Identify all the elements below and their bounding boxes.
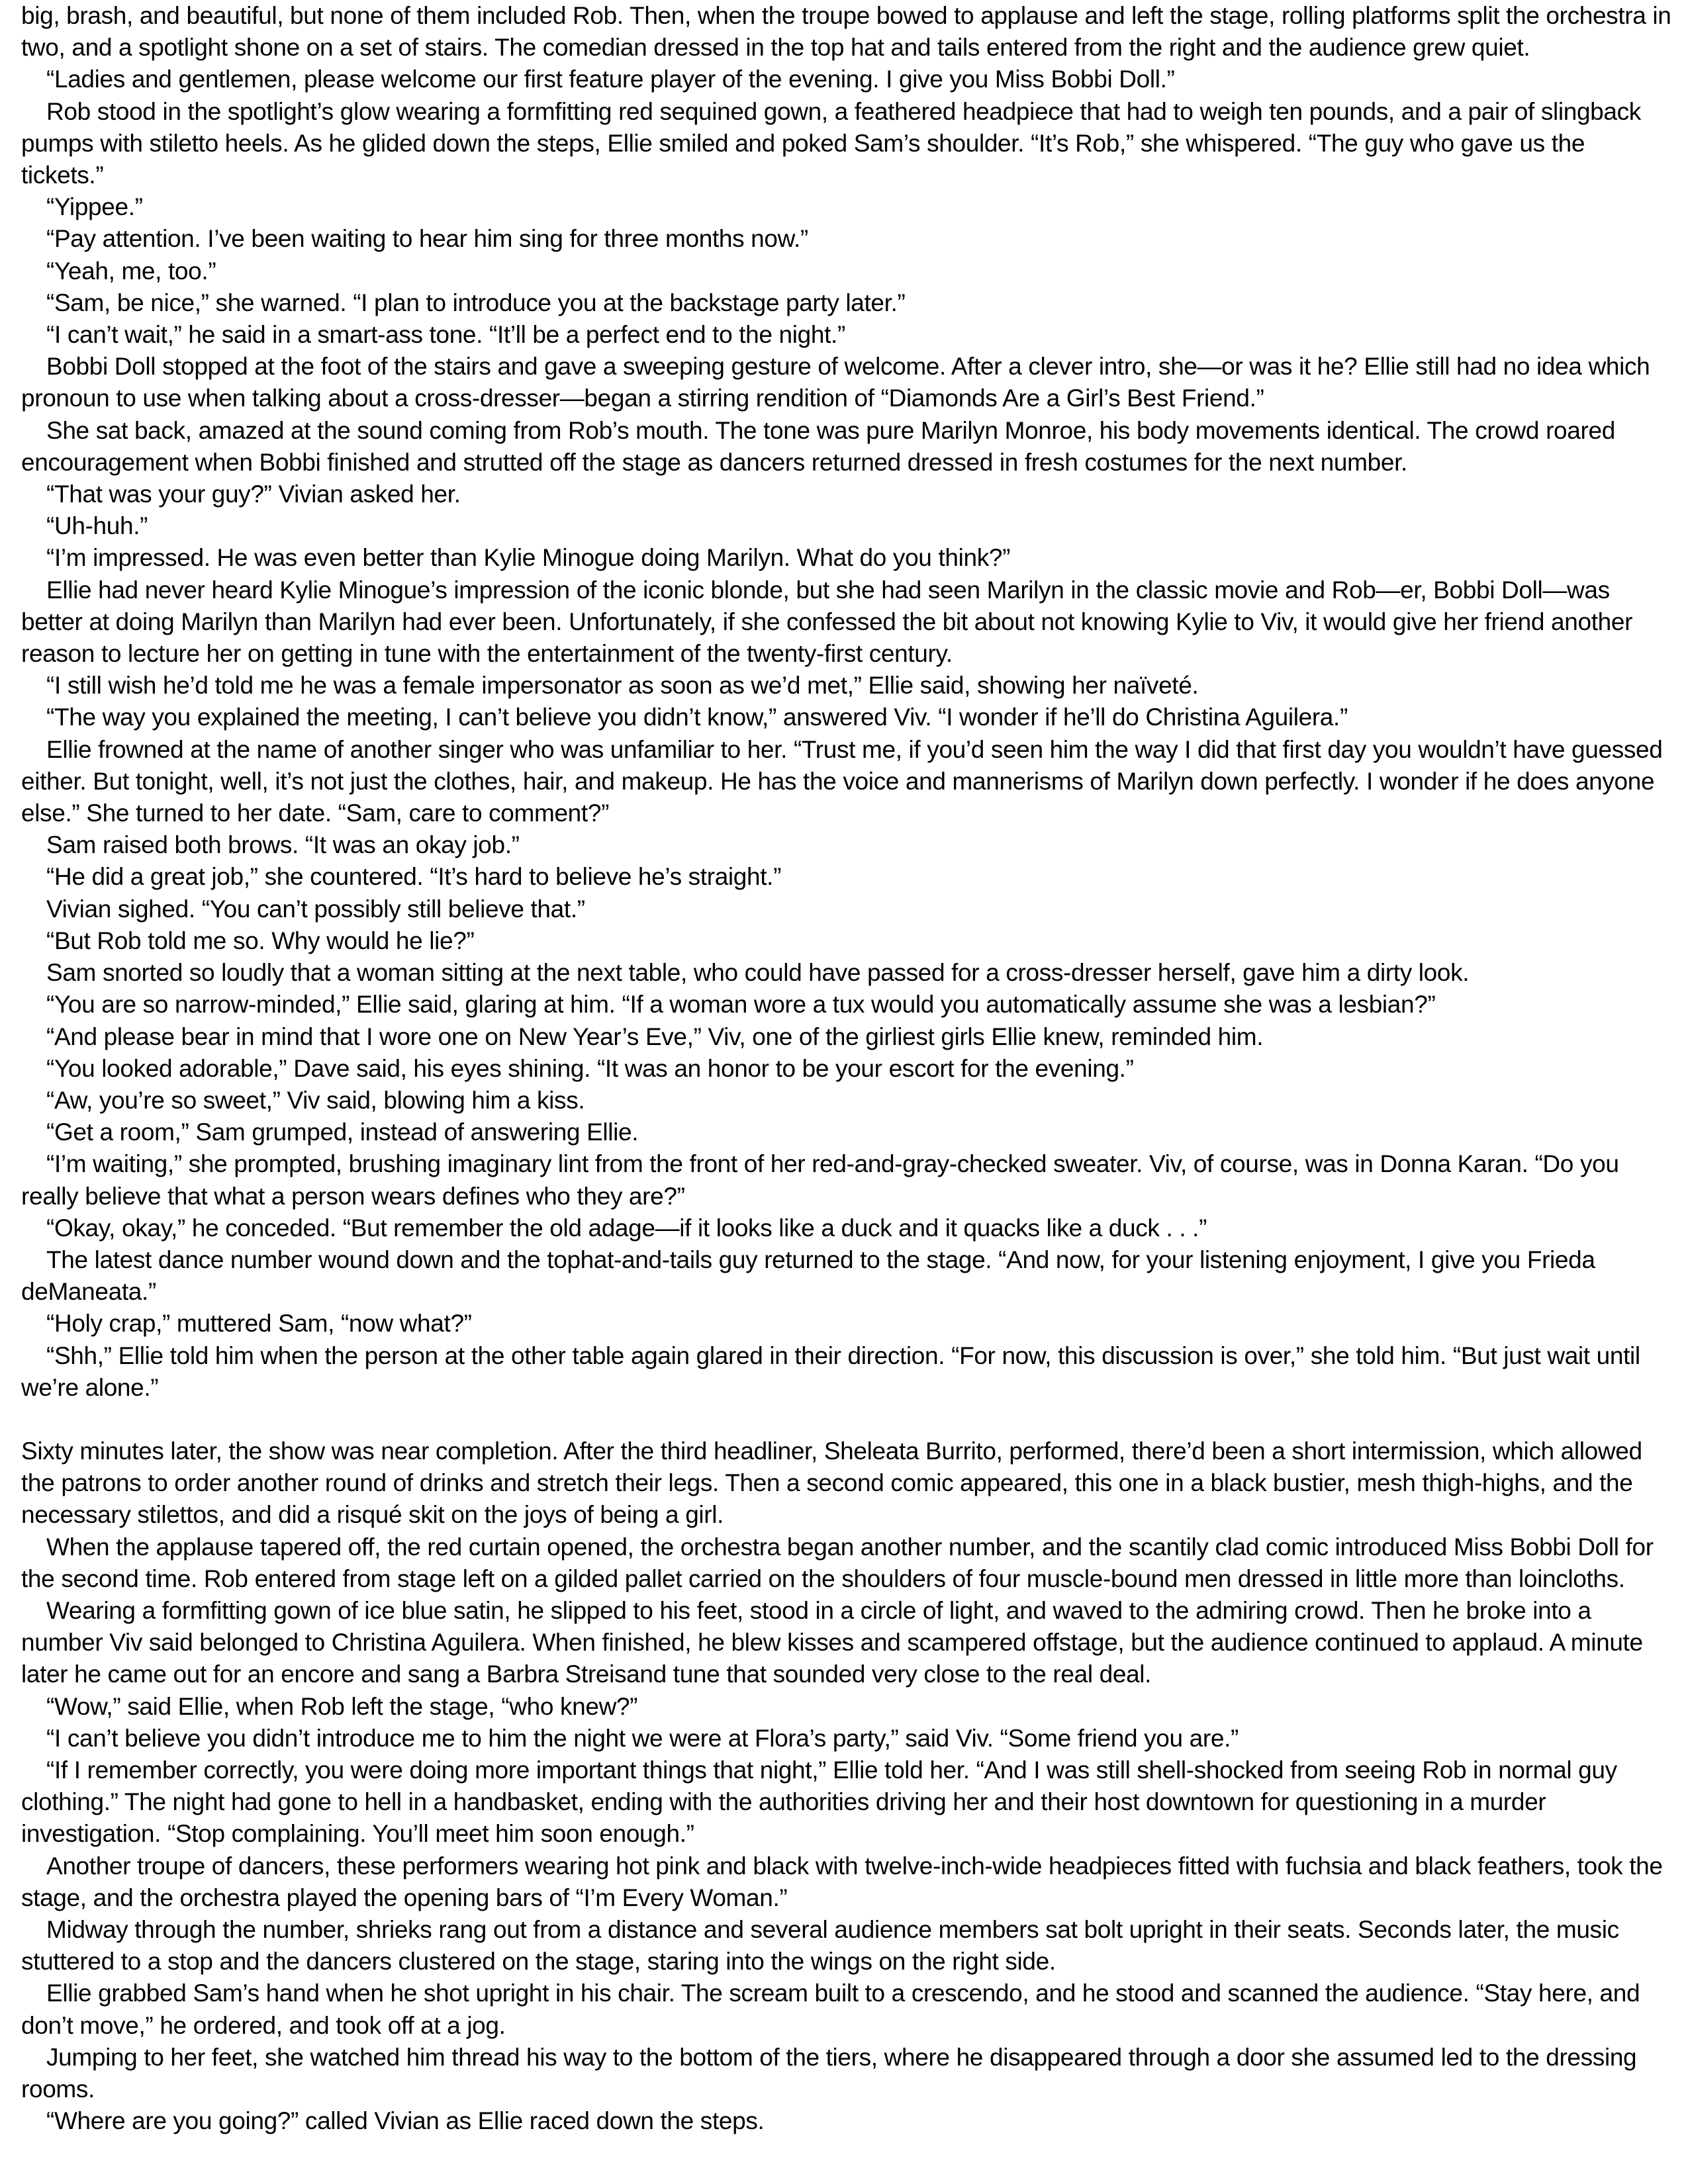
paragraph: “Wow,” said Ellie, when Rob left the stage, “who knew?” xyxy=(46,1692,638,1720)
paragraph: Rob stood in the spotlight’s glow wearing a formfitting red sequined gown, a feathered headpiece that had to weigh ten pounds, and a pair of slingback pumps with stiletto heels. As he glided down the steps, Ellie smiled and poked Sam’s shoulder. “It’s Rob,” she whispered. “The guy who gave us the tickets.” xyxy=(21,97,1641,189)
paragraph: Sixty minutes later, the show was near completion. After the third headliner, Sheleata Burrito, performed, there’d been a short intermission, which allowed the patrons to order another round of drinks and stretch their legs. Then a second comic appeared, this one in a black bustier, mesh thigh-highs, and the necessary stilettos, and did a risqué skit on the joys of being a girl. xyxy=(21,1437,1642,1529)
paragraph: “You looked adorable,” Dave said, his eyes shining. “It was an honor to be your escort for the evening.” xyxy=(46,1054,1134,1082)
paragraph: “If I remember correctly, you were doing more important things that night,” Ellie told her. “And I was still shell-shocked from seeing Rob in normal guy clothing.” The night had gone to hell in a handbasket, ending with the authorities driving her and their host downtown for questioning in a murder investigation. “Stop complaining. You’ll meet him soon enough.” xyxy=(21,1756,1617,1848)
paragraph: “But Rob told me so. Why would he lie?” xyxy=(46,927,475,954)
paragraph: “I can’t wait,” he said in a smart-ass tone. “It’ll be a perfect end to the night.” xyxy=(46,321,845,349)
paragraph: Ellie had never heard Kylie Minogue’s impression of the iconic blonde, but she had seen Marilyn in the classic movie and Rob—er, Bobbi Doll—was better at doing Marilyn than Marilyn had ever been. Unfortunately, if she confessed the bit about not knowing Kylie to Viv, it would give her friend another reason to lecture her on getting in tune with the entertainment of the twenty-first century. xyxy=(21,576,1633,668)
paragraph: Jumping to her feet, she watched him thread his way to the bottom of the tiers, where he disappeared through a door she assumed led to the dressing rooms. xyxy=(21,2043,1637,2103)
paragraph: When the applause tapered off, the red curtain opened, the orchestra began another number, and the scantily clad comic introduced Miss Bobbi Doll for the second time. Rob entered from stage left on a gilded pallet carried on the shoulders of four muscle-bound men dressed in little more than loincloths. xyxy=(21,1533,1654,1592)
paragraph: Sam snorted so loudly that a woman sitting at the next table, who could have passed for a cross-dresser herself, gave him a dirty look. xyxy=(46,959,1470,987)
paragraph: Wearing a formfitting gown of ice blue satin, he slipped to his feet, stood in a circle of light, and waved to the admiring crowd. Then he broke into a number Viv said belonged to Christina Aguilera. When finished, he blew kisses and scampered offstage, but the audience continued to applaud. A minute later he came out for an encore and sang a Barbra Streisand tune that sounded very close to the real deal. xyxy=(21,1596,1643,1688)
paragraph: “Uh-huh.” xyxy=(46,512,148,540)
paragraph: “I still wish he’d told me he was a female impersonator as soon as we’d met,” Ellie said, showing her naïveté. xyxy=(46,672,1199,700)
paragraph: Bobbi Doll stopped at the foot of the stairs and gave a sweeping gesture of welcome. After a clever intro, she—or was it he? Ellie still had no idea which pronoun to use when talking about a cross-dresser—began a stirring rendition of “Diamonds Are a Girl’s Best Friend.” xyxy=(21,353,1650,412)
paragraph: “I can’t believe you didn’t introduce me to him the night we were at Flora’s party,” said Viv. “Some friend you are.” xyxy=(46,1724,1239,1752)
paragraph: “Holy crap,” muttered Sam, “now what?” xyxy=(46,1310,472,1338)
paragraph: “Ladies and gentlemen, please welcome our first feature player of the evening. I give you Miss Bobbi Doll.” xyxy=(46,66,1175,93)
paragraph: “Where are you going?” called Vivian as Ellie raced down the steps. xyxy=(46,2107,765,2135)
paragraph: “Aw, you’re so sweet,” Viv said, blowing him a kiss. xyxy=(46,1086,585,1114)
paragraph: “I’m impressed. He was even better than Kylie Minogue doing Marilyn. What do you think?” xyxy=(46,544,1011,572)
paragraph: Sam raised both brows. “It was an okay job.” xyxy=(46,831,520,859)
scene-break xyxy=(21,1404,1673,1435)
paragraph: She sat back, amazed at the sound coming from Rob’s mouth. The tone was pure Marilyn Monroe, his body movements identical. The crowd roared encouragement when Bobbi finished and strutted off the stage as dancers returned dressed in fresh costumes for the next number. xyxy=(21,416,1615,476)
paragraph: “Okay, okay,” he conceded. “But remember the old adage—if it looks like a duck and it quacks like a duck . . .” xyxy=(46,1214,1207,1242)
paragraph: “He did a great job,” she countered. “It’s hard to believe he’s straight.” xyxy=(46,863,782,891)
paragraph: “I’m waiting,” she prompted, brushing imaginary lint from the front of her red-and-gray-checked sweater. Viv, of course, was in Donna Karan. “Do you really believe that what a person wears defines who they are?” xyxy=(21,1150,1619,1210)
paragraph: Ellie frowned at the name of another singer who was unfamiliar to her. “Trust me, if you’d seen him the way I did that first day you wouldn’t have guessed either. But tonight, well, it’s not just the clothes, hair, and makeup. He has the voice and mannerisms of Marilyn down perfectly. I wonder if he does anyone else.” She turned to her date. “Sam, care to comment?” xyxy=(21,735,1663,827)
paragraph: Ellie grabbed Sam’s hand when he shot upright in his chair. The scream built to a crescendo, and he stood and scanned the audience. “Stay here, and don’t move,” he ordered, and took off at a jog. xyxy=(21,1979,1640,2039)
paragraph: Midway through the number, shrieks rang out from a distance and several audience members sat bolt upright in their seats. Seconds later, the music stuttered to a stop and the dancers clustered on the stage, staring into the wings on the right side. xyxy=(21,1915,1619,1976)
paragraph: “The way you explained the meeting, I can’t believe you didn’t know,” answered Viv. “I wonder if he’ll do Christina Aguilera.” xyxy=(46,704,1348,731)
paragraph: Vivian sighed. “You can’t possibly still believe that.” xyxy=(46,895,585,923)
paragraph: “Shh,” Ellie told him when the person at the other table again glared in their direction. “For now, this discussion is over,” she told him. “But just wait until we’re alone.” xyxy=(21,1342,1640,1401)
paragraph: “You are so narrow-minded,” Ellie said, glaring at him. “If a woman wore a tux would you automatically assume she was a lesbian?” xyxy=(46,991,1436,1019)
paragraph: big, brash, and beautiful, but none of them included Rob. Then, when the troupe bowed to applause and left the stage, rolling platforms split the orchestra in two, and a spotlight shone on a set of stairs. The comedian dressed in the top hat and tails entered from the right and the audience grew quiet. xyxy=(21,2,1671,62)
paragraph: “Pay attention. I’ve been waiting to hear him sing for three months now.” xyxy=(46,225,808,253)
paragraph: Another troupe of dancers, these performers wearing hot pink and black with twelve-inch-wide headpieces fitted with fuchsia and black feathers, took the stage, and the orchestra played the opening bars of “I’m Every Woman.” xyxy=(21,1852,1663,1911)
paragraph: “Get a room,” Sam grumped, instead of answering Ellie. xyxy=(46,1118,639,1146)
paragraph: “Yippee.” xyxy=(46,193,143,221)
paragraph: “Sam, be nice,” she warned. “I plan to introduce you at the backstage party later.” xyxy=(46,289,906,316)
paragraph: “And please bear in mind that I wore one on New Year’s Eve,” Viv, one of the girliest girls Ellie knew, reminded him. xyxy=(46,1023,1264,1050)
paragraph: The latest dance number wound down and the tophat-and-tails guy returned to the stage. “And now, for your listening enjoyment, I give you Frieda deManeata.” xyxy=(21,1246,1595,1306)
paragraph: “Yeah, me, too.” xyxy=(46,257,216,285)
book-page xyxy=(21,0,1673,2137)
paragraph: “That was your guy?” Vivian asked her. xyxy=(46,480,461,508)
